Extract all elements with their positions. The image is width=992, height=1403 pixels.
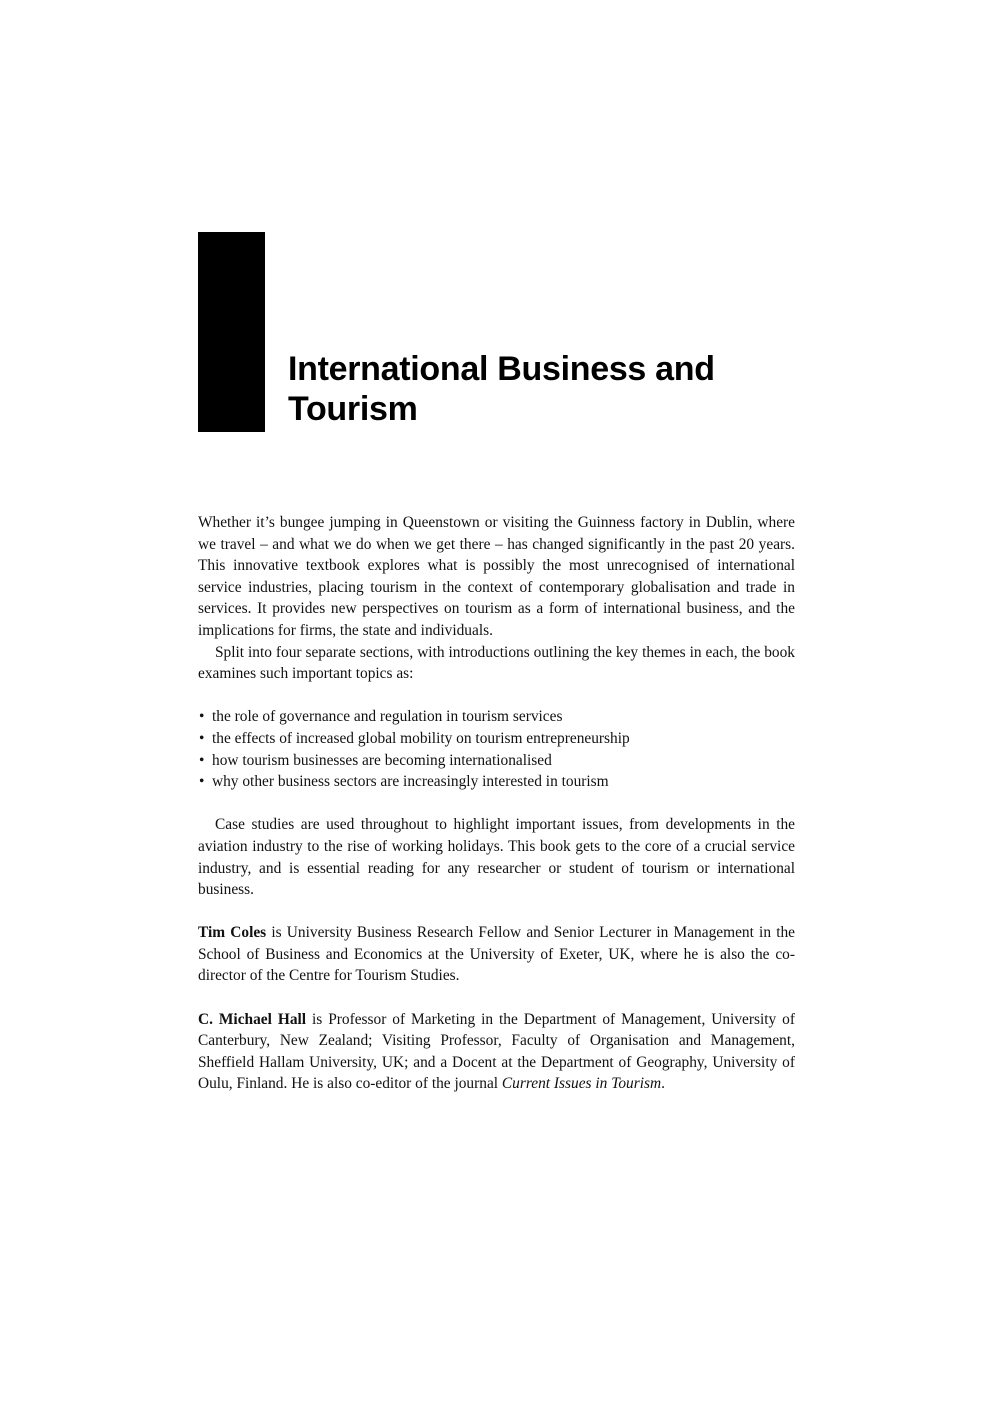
list-item: • how tourism businesses are becoming internationalised bbox=[198, 750, 795, 772]
intro-paragraph: Whether it’s bungee jumping in Queenstown or visiting the Guinness factory in Dublin, where we travel – and what we do when we get there – has changed significantly in the past 20 years. This innovative textbook explores what is possibly the most unrecognised of international service industries, placing tourism in the context of contemporary globalisation and trade in services. It provides new perspectives on tourism as a form of international business, and the implications for firms, the state and individuals. bbox=[198, 514, 795, 639]
list-item: • the role of governance and regulation in tourism services bbox=[198, 706, 795, 728]
spacer bbox=[198, 793, 795, 815]
blurb-text bbox=[198, 512, 795, 1095]
book-title-line-2: Tourism bbox=[288, 390, 418, 428]
bullet-icon: • bbox=[199, 708, 205, 726]
book-title bbox=[288, 349, 888, 429]
spacer bbox=[198, 685, 795, 707]
list-item: • why other business sectors are increasingly interested in tourism bbox=[198, 771, 795, 793]
book-title-line-1: International Business and bbox=[288, 350, 715, 388]
list-item: • the effects of increased global mobility on tourism entrepreneurship bbox=[198, 728, 795, 750]
bullet-icon: • bbox=[199, 773, 205, 791]
author-name: Tim Coles bbox=[198, 924, 267, 942]
spacer bbox=[198, 901, 795, 923]
bullet-icon: • bbox=[199, 729, 205, 747]
author-bio-text: is Professor of Marketing in the Department of Management, University of Canterbury, New Zealand; Visiting Professor, Faculty of Organisation and Management, Sheffield Hallam University, UK; and a Docent at the Department of Geography, University of Oulu, Finland. He is also co-editor of the journal bbox=[198, 1010, 795, 1093]
spacer bbox=[198, 987, 795, 1009]
author-name: C. Michael Hall bbox=[198, 1010, 307, 1028]
author-bio-coles bbox=[198, 922, 795, 987]
author-bio-text: is University Business Research Fellow and Senior Lecturer in Management in the School of Business and Economics at the University of Exeter, UK, where he is also the co-director of the Centre for Tourism Studies. bbox=[198, 924, 795, 985]
topics-list bbox=[198, 706, 795, 792]
chapter-marker-block bbox=[198, 232, 265, 432]
bullet-icon: • bbox=[199, 751, 205, 769]
case-studies-paragraph: Case studies are used throughout to highlight important issues, from developments in the aviation industry to the rise of working holidays. This book gets to the core of a crucial service industry, and is essential reading for any researcher or student of tourism or international business. bbox=[198, 816, 795, 899]
topics-intro-paragraph: Split into four separate sections, with introductions outlining the key themes in each, the book examines such important topics as: bbox=[198, 643, 795, 683]
author-bio-hall: C. Michael Hall is Professor of Marketing in the Department of Management, University of Canterbury, New Zealand; Visiting Professor, Faculty of Organisation and Management, Sheffield Hallam University, UK; and a Docent at the Department of Geography, University of Oulu, Finland. He is also co-editor of the journal Current Issues in Tourism. bbox=[198, 1010, 795, 1093]
journal-title: Current Issues in Tourism bbox=[501, 1075, 662, 1093]
